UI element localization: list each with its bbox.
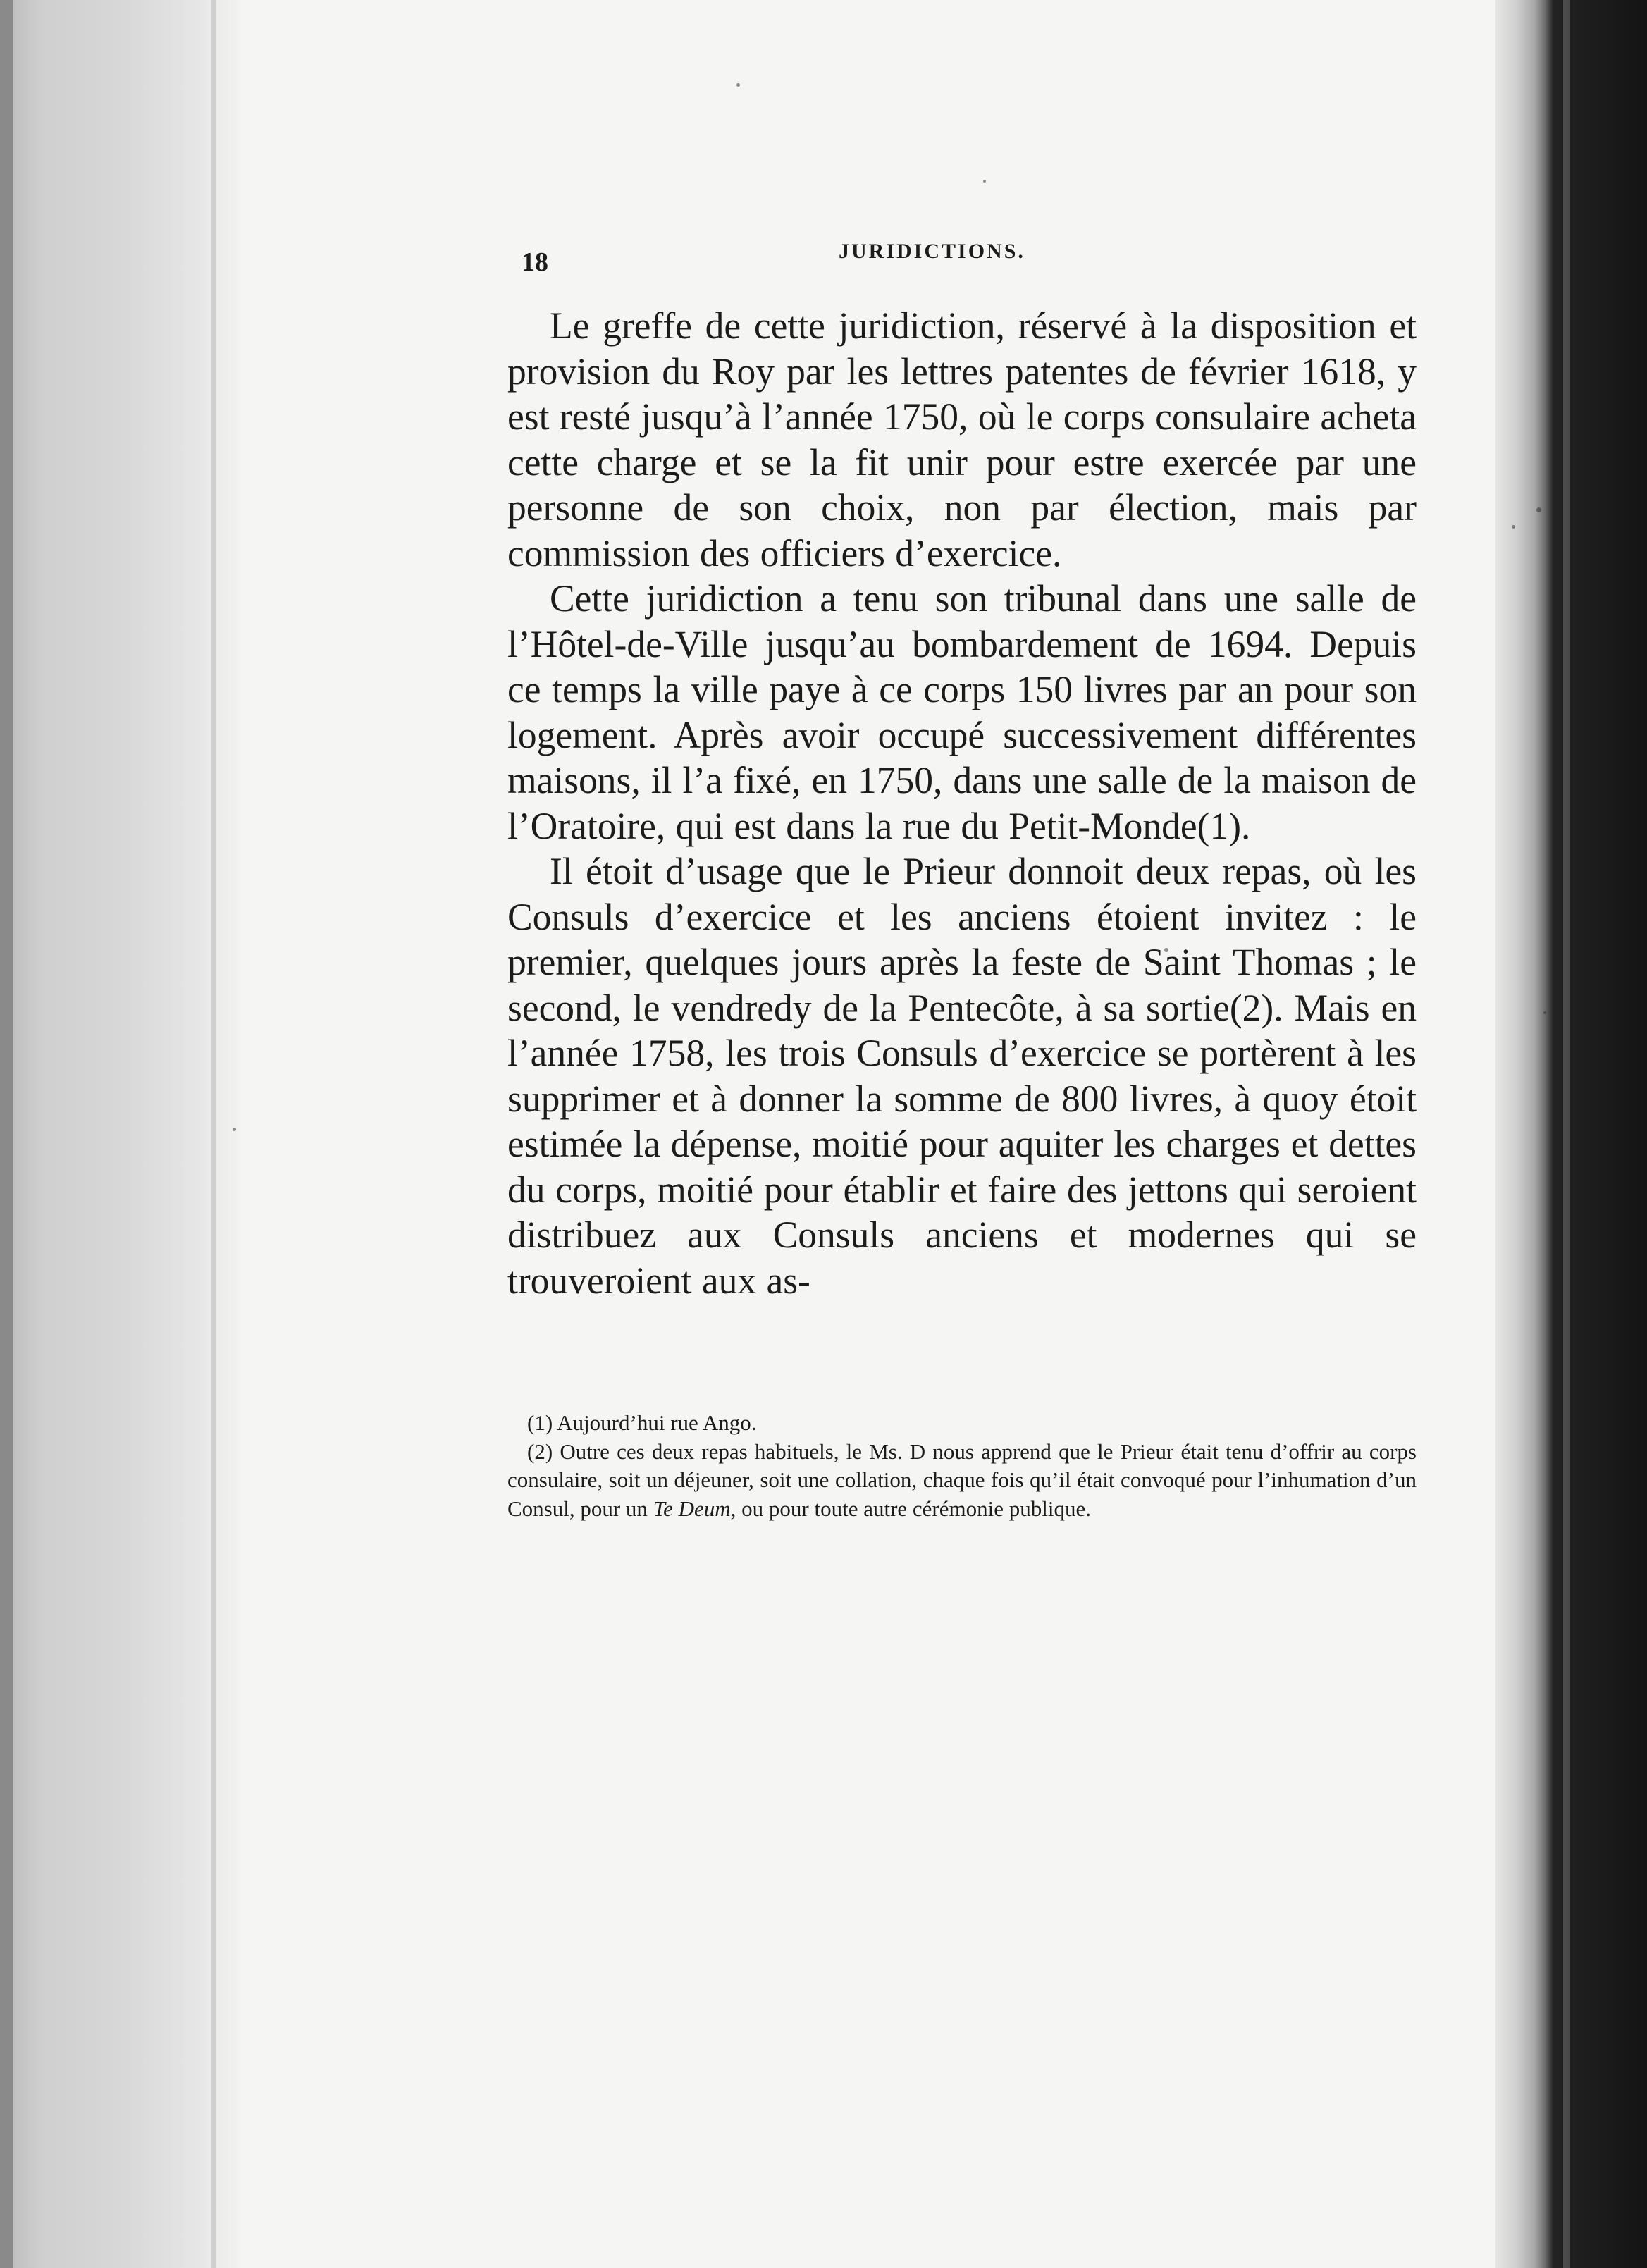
footnote-2-text: (2) Outre ces deux repas habituels, le Ms. D nous apprend que le Prieur était tenu d’offrir au corps consulaire, soit un déjeuner, soit une collation, chaque fois qu’il était convoqué pour l’inhumation d’un Consul, pour un [507,1438,1417,1521]
speck [736,83,740,87]
speck [1543,1011,1546,1014]
binding-shadow [1495,0,1647,2268]
page-number: 18 [522,247,548,277]
speck [1512,525,1515,529]
speck [233,1128,236,1131]
running-title: JURIDICTIONS. [839,240,1025,263]
paragraph: Cette juridiction a tenu son tribunal dans une salle de l’Hôtel-de-Ville jusqu’au bombardement de 1694. Depuis ce temps la ville paye à ce corps 150 livres par an pour son logement. Après avoir occupé successivement différentes maisons, il l’a fixé, en 1750, dans une salle de la maison de l’Oratoire, qui est dans la rue du Petit-Monde(1). [507,577,1417,847]
footnote-2 [507,1438,1417,1524]
page-edge-line [211,0,216,2268]
paragraph: Le greffe de cette juridiction, réservé à la disposition et provision du Roy par les lettres patentes de février 1618, y est resté jusqu’à l’année 1750, où le corps consulaire acheta cette charge et se la fit unir pour estre exercée par une personne de son choix, non par élection, mais par commission des officiers d’exercice. [507,304,1417,574]
speck [1536,507,1541,512]
speck [983,180,986,183]
paragraph: Il étoit d’usage que le Prieur donnoit deux repas, où les Consuls d’exercice et les anciens étoient invitez : le premier, quelques jours après la feste de Saint Thomas ; le second, le vendredy de la Pentecôte, à sa sortie(2). Mais en l’année 1758, les trois Consuls d’exercice se portèrent à les supprimer et à donner la somme de 800 livres, à quoy étoit estimée la dépense, moitié pour aquiter les charges et dettes du corps, moitié pour établir et faire des jettons qui seroient distribuez aux Consuls anciens et modernes qui se trouveroient aux as- [507,850,1417,1302]
footnote-1: (1) Aujourd’hui rue Ango. [527,1410,757,1435]
footnotes [507,1409,1417,1523]
left-edge-shadow [0,0,13,2268]
footnote-2-title: Te Deum [653,1496,731,1521]
left-margin-shadow [0,0,240,2268]
footnote-2-text-end: , ou pour toute autre cérémonie publique. [730,1496,1091,1521]
book-page [507,211,1417,1523]
body-text [507,303,1417,1303]
running-head [507,211,1417,275]
binding-line [1563,0,1570,2268]
